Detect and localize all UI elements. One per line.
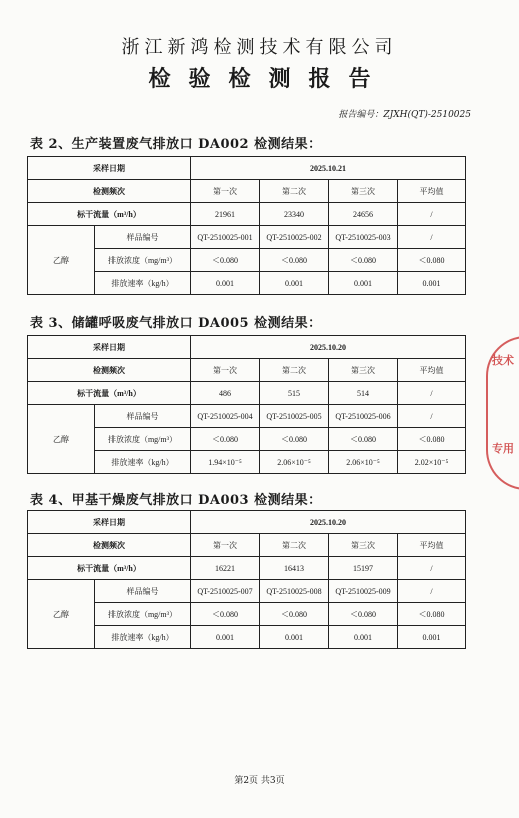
rate-value: 0.001 bbox=[260, 272, 329, 295]
concentration-value: ＜0.080 bbox=[191, 428, 260, 451]
flow-value: 15197 bbox=[329, 557, 398, 580]
sample-no-value: QT-2510025-007 bbox=[191, 580, 260, 603]
concentration-value: ＜0.080 bbox=[191, 249, 260, 272]
param-label: 样品编号 bbox=[95, 405, 191, 428]
report-title: 检验检测报告 bbox=[148, 66, 389, 92]
rate-value: 2.06×10⁻⁵ bbox=[260, 451, 329, 474]
flow-value: / bbox=[398, 382, 466, 405]
table-row bbox=[28, 157, 466, 180]
table-row bbox=[28, 534, 466, 557]
flow-value: 21961 bbox=[191, 203, 260, 226]
sample-no-value: QT-2510025-009 bbox=[329, 580, 398, 603]
flow-value: 16413 bbox=[260, 557, 329, 580]
table-row bbox=[28, 382, 466, 405]
stamp-text-bottom: 专用 bbox=[492, 442, 514, 455]
frequency-label: 检测频次 bbox=[28, 359, 191, 382]
flow-value: 23340 bbox=[260, 203, 329, 226]
rate-value: 2.06×10⁻⁵ bbox=[329, 451, 398, 474]
rate-value: 0.001 bbox=[191, 626, 260, 649]
report-number: 报告编号：ZJXH(QT)-2510025 bbox=[338, 110, 471, 120]
table-row bbox=[28, 180, 466, 203]
param-label: 排放浓度（mg/m³） bbox=[95, 603, 191, 626]
concentration-value: ＜0.080 bbox=[260, 603, 329, 626]
sample-no-value: QT-2510025-003 bbox=[329, 226, 398, 249]
column-header: 第三次 bbox=[329, 180, 398, 203]
section-title: 表 3、储罐呼吸废气排放口 DA005 检测结果： bbox=[30, 316, 322, 331]
item-label: 乙醇 bbox=[28, 580, 95, 649]
column-header: 第一次 bbox=[191, 359, 260, 382]
column-header: 平均值 bbox=[398, 359, 466, 382]
sample-no-value: QT-2510025-008 bbox=[260, 580, 329, 603]
param-label: 排放速率（kg/h） bbox=[95, 272, 191, 295]
flow-value: / bbox=[398, 557, 466, 580]
rate-value: 1.94×10⁻⁵ bbox=[191, 451, 260, 474]
column-header: 第一次 bbox=[191, 180, 260, 203]
column-header: 平均值 bbox=[398, 534, 466, 557]
param-label: 排放浓度（mg/m³） bbox=[95, 249, 191, 272]
concentration-value: ＜0.080 bbox=[260, 428, 329, 451]
flow-value: 16221 bbox=[191, 557, 260, 580]
column-header: 第二次 bbox=[260, 534, 329, 557]
table-row bbox=[28, 203, 466, 226]
flow-value: 486 bbox=[191, 382, 260, 405]
column-header: 平均值 bbox=[398, 180, 466, 203]
table-row bbox=[28, 405, 466, 428]
concentration-value: ＜0.080 bbox=[398, 603, 466, 626]
concentration-value: ＜0.080 bbox=[398, 249, 466, 272]
sampling-date-value: 2025.10.20 bbox=[191, 336, 466, 359]
rate-value: 0.001 bbox=[329, 626, 398, 649]
concentration-value: ＜0.080 bbox=[398, 428, 466, 451]
sampling-date-value: 2025.10.21 bbox=[191, 157, 466, 180]
flow-value: 515 bbox=[260, 382, 329, 405]
table-row bbox=[28, 511, 466, 534]
sample-no-value: QT-2510025-006 bbox=[329, 405, 398, 428]
sample-no-value: / bbox=[398, 580, 466, 603]
sampling-date-label: 采样日期 bbox=[28, 511, 191, 534]
page-footer: 第2页 共3页 bbox=[234, 776, 285, 786]
table-row bbox=[28, 226, 466, 249]
sample-no-value: / bbox=[398, 405, 466, 428]
column-header: 第三次 bbox=[329, 359, 398, 382]
param-label: 样品编号 bbox=[95, 226, 191, 249]
rate-value: 0.001 bbox=[398, 626, 466, 649]
param-label: 排放速率（kg/h） bbox=[95, 626, 191, 649]
param-label: 排放浓度（mg/m³） bbox=[95, 428, 191, 451]
sample-no-value: / bbox=[398, 226, 466, 249]
item-label: 乙醇 bbox=[28, 405, 95, 474]
rate-value: 0.001 bbox=[329, 272, 398, 295]
rate-value: 0.001 bbox=[260, 626, 329, 649]
flow-label: 标干流量（m³/h） bbox=[28, 557, 191, 580]
rate-value: 0.001 bbox=[398, 272, 466, 295]
concentration-value: ＜0.080 bbox=[329, 249, 398, 272]
column-header: 第一次 bbox=[191, 534, 260, 557]
table-row bbox=[28, 557, 466, 580]
result-table bbox=[27, 510, 466, 649]
table-row bbox=[28, 336, 466, 359]
flow-label: 标干流量（m³/h） bbox=[28, 382, 191, 405]
rate-value: 0.001 bbox=[191, 272, 260, 295]
param-label: 样品编号 bbox=[95, 580, 191, 603]
item-label: 乙醇 bbox=[28, 226, 95, 295]
table-row bbox=[28, 359, 466, 382]
concentration-value: ＜0.080 bbox=[260, 249, 329, 272]
rate-value: 2.02×10⁻⁵ bbox=[398, 451, 466, 474]
flow-value: 24656 bbox=[329, 203, 398, 226]
sampling-date-label: 采样日期 bbox=[28, 336, 191, 359]
section-title: 表 4、甲基干燥废气排放口 DA003 检测结果： bbox=[30, 493, 322, 508]
sample-no-value: QT-2510025-002 bbox=[260, 226, 329, 249]
concentration-value: ＜0.080 bbox=[329, 428, 398, 451]
sampling-date-label: 采样日期 bbox=[28, 157, 191, 180]
result-table bbox=[27, 335, 466, 474]
column-header: 第二次 bbox=[260, 180, 329, 203]
flow-value: 514 bbox=[329, 382, 398, 405]
frequency-label: 检测频次 bbox=[28, 180, 191, 203]
sample-no-value: QT-2510025-005 bbox=[260, 405, 329, 428]
flow-value: / bbox=[398, 203, 466, 226]
param-label: 排放速率（kg/h） bbox=[95, 451, 191, 474]
concentration-value: ＜0.080 bbox=[191, 603, 260, 626]
sample-no-value: QT-2510025-001 bbox=[191, 226, 260, 249]
frequency-label: 检测频次 bbox=[28, 534, 191, 557]
stamp-text-top: 技术 bbox=[492, 354, 514, 367]
sample-no-value: QT-2510025-004 bbox=[191, 405, 260, 428]
column-header: 第三次 bbox=[329, 534, 398, 557]
table-row bbox=[28, 580, 466, 603]
column-header: 第二次 bbox=[260, 359, 329, 382]
section-title: 表 2、生产装置废气排放口 DA002 检测结果： bbox=[30, 137, 322, 152]
concentration-value: ＜0.080 bbox=[329, 603, 398, 626]
flow-label: 标干流量（m³/h） bbox=[28, 203, 191, 226]
result-table bbox=[27, 156, 466, 295]
sampling-date-value: 2025.10.20 bbox=[191, 511, 466, 534]
company-name: 浙江新鸿检测技术有限公司 bbox=[121, 37, 398, 58]
